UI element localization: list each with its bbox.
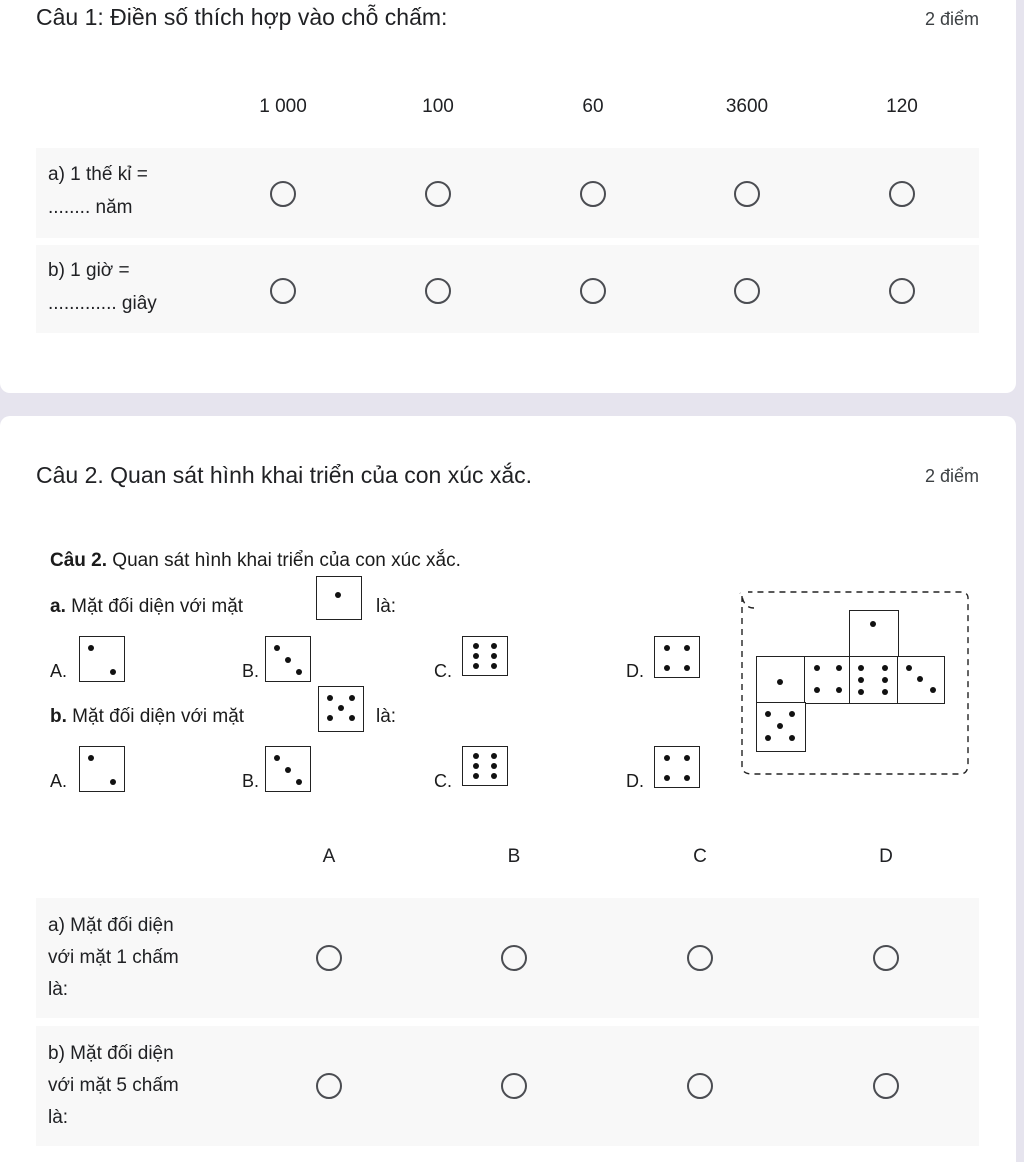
- radio-option[interactable]: [687, 945, 713, 971]
- option-letter: C.: [434, 661, 452, 681]
- option-letter: A.: [50, 661, 68, 681]
- die-face-6-icon: [462, 636, 508, 676]
- image-part-b-end: là:: [376, 706, 397, 727]
- q1-grid-row-a: [36, 148, 979, 238]
- q2-column-header: D: [879, 846, 893, 867]
- q2-row-label-line: là:: [48, 1107, 69, 1128]
- option-letter: B.: [242, 661, 260, 681]
- q2-row-label-line: là:: [48, 979, 69, 1000]
- q2-row-label-line: a) Mặt đối diện: [48, 915, 174, 936]
- radio-option[interactable]: [425, 181, 451, 207]
- option-letter: B.: [242, 771, 260, 791]
- radio-option[interactable]: [316, 1073, 342, 1099]
- q1-row-label-line2: ........ năm: [48, 197, 133, 218]
- image-part-a-end: là:: [376, 596, 397, 617]
- die-face-5-icon: [318, 686, 364, 732]
- option-letter: D.: [626, 661, 644, 681]
- radio-option[interactable]: [580, 278, 606, 304]
- die-face-4-icon: [654, 746, 700, 788]
- radio-option[interactable]: [425, 278, 451, 304]
- q2-row-label-line: b) Mặt đối diện: [48, 1043, 174, 1064]
- die-face-1-icon: [316, 576, 362, 620]
- q1-row-label-line2: ............. giây: [48, 293, 157, 314]
- q1-column-header: 3600: [725, 96, 769, 117]
- image-heading: Câu 2. Quan sát hình khai triển của con xúc xắc.: [50, 550, 461, 571]
- die-face-2-icon: [79, 636, 125, 682]
- die-face-2-icon: [79, 746, 125, 792]
- radio-option[interactable]: [687, 1073, 713, 1099]
- die-face-3-icon: [265, 746, 311, 792]
- die-face-3-icon: [265, 636, 311, 682]
- q2-row-label-line: với mặt 1 chấm: [48, 947, 179, 968]
- q1-row-label-line1: a) 1 thế kỉ =: [48, 164, 148, 185]
- net-face-1-icon: [756, 656, 806, 704]
- q1-column-header: 100: [422, 96, 454, 117]
- question-1-card: [0, 0, 1016, 393]
- q1-row-label-line1: b) 1 giờ =: [48, 260, 130, 281]
- net-face-4-icon: [804, 656, 851, 704]
- die-face-6-icon: [462, 746, 508, 786]
- radio-option[interactable]: [889, 278, 915, 304]
- q2-row-label-line: với mặt 5 chấm: [48, 1075, 179, 1096]
- q2-grid-row-a: [36, 898, 979, 1018]
- radio-option[interactable]: [270, 278, 296, 304]
- question-2-image: [36, 536, 986, 806]
- question-1-points: 2 điểm: [924, 9, 979, 29]
- radio-option[interactable]: [873, 1073, 899, 1099]
- question-2-points: 2 điểm: [924, 466, 979, 486]
- question-2-title: Câu 2. Quan sát hình khai triển của con xúc xắc.: [36, 462, 533, 488]
- q2-column-header: B: [507, 846, 521, 867]
- radio-option[interactable]: [270, 181, 296, 207]
- radio-option[interactable]: [501, 945, 527, 971]
- image-part-a-text: a. Mặt đối diện với mặt: [50, 596, 244, 617]
- radio-option[interactable]: [734, 181, 760, 207]
- q1-grid-row-b: [36, 245, 979, 333]
- net-face-5-icon: [756, 702, 806, 752]
- option-letter: D.: [626, 771, 644, 791]
- net-face-6-icon: [849, 656, 899, 704]
- die-face-4-icon: [654, 636, 700, 678]
- radio-option[interactable]: [580, 181, 606, 207]
- net-face-1-icon: [849, 610, 899, 658]
- radio-option[interactable]: [873, 945, 899, 971]
- image-part-b-text: b. Mặt đối diện với mặt: [50, 706, 245, 727]
- option-letter: A.: [50, 771, 68, 791]
- radio-option[interactable]: [889, 181, 915, 207]
- radio-option[interactable]: [316, 945, 342, 971]
- net-face-3-icon: [897, 656, 945, 704]
- radio-option[interactable]: [501, 1073, 527, 1099]
- q1-column-header: 1 000: [259, 96, 307, 117]
- q2-column-header: A: [322, 846, 336, 867]
- q2-column-header: C: [693, 846, 707, 867]
- q1-column-header: 60: [582, 96, 604, 117]
- q2-grid-row-b: [36, 1026, 979, 1146]
- radio-option[interactable]: [734, 278, 760, 304]
- option-letter: C.: [434, 771, 452, 791]
- question-1-title: Câu 1: Điền số thích hợp vào chỗ chấm:: [36, 4, 448, 30]
- q1-column-header: 120: [886, 96, 918, 117]
